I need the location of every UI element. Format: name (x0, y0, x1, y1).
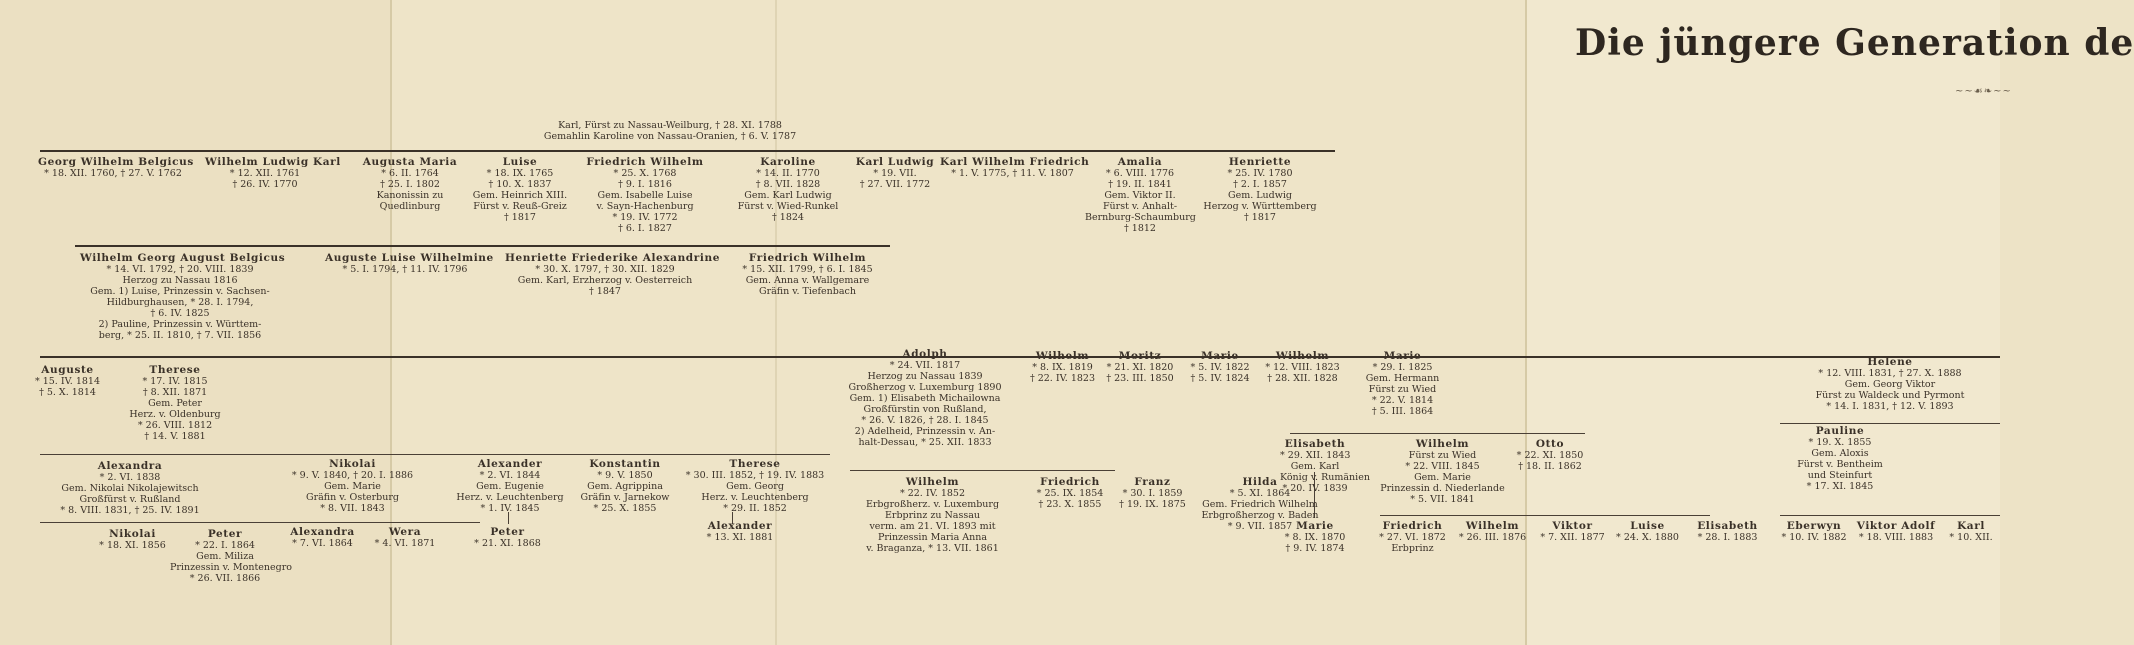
person-detail: Gem. Marie (1414, 472, 1471, 483)
person-detail: † 1817 (1244, 212, 1276, 223)
person-detail: Fürst zu Wied (1408, 450, 1477, 461)
person-detail: Gem. Marie (324, 481, 381, 492)
person-detail: * 25. X. 1768 (613, 168, 677, 179)
person-name: Helene (1867, 356, 1913, 368)
person-detail: * 29. II. 1852 (723, 503, 787, 514)
person-detail: † 1847 (589, 286, 621, 297)
person-card (95, 528, 170, 551)
person-detail: Prinzessin d. Niederlande (1380, 483, 1505, 494)
person-detail: verm. am 21. VI. 1893 mit (869, 521, 996, 532)
person-detail: Erbgroßherzog v. Baden (1201, 510, 1319, 521)
person-detail: * 22. VIII. 1845 (1405, 461, 1480, 472)
person-detail: * 8. IX. 1870 (1284, 532, 1346, 543)
person-name: Wilhelm (1465, 520, 1520, 532)
person-name: Alexander (477, 458, 543, 470)
person-detail: * 18. XI. 1856 (99, 540, 166, 551)
person-detail: * 6. VIII. 1776 (1105, 168, 1175, 179)
person-name: Adolph (902, 348, 948, 360)
person-card (700, 520, 780, 543)
person-detail: Gem. Agrippina (587, 481, 663, 492)
person-detail: Herz. v. Leuchtenberg (456, 492, 564, 503)
person-detail: 2) Pauline, Prinzessin v. Württem- (98, 319, 262, 330)
person-detail: * 28. I. 1883 (1697, 532, 1758, 543)
person-detail: Gem. Aloxis (1811, 448, 1869, 459)
person-detail: Gem. Karl Ludwig (744, 190, 832, 201)
person-detail: * 1. IV. 1845 (480, 503, 540, 514)
person-detail: † 2. I. 1857 (1233, 179, 1287, 190)
person-name: Karl (1957, 520, 1985, 532)
person-name: Alexandra (97, 460, 163, 472)
person-detail: Fürst v. Anhalt- (1102, 201, 1178, 212)
person-name: Wilhelm (1035, 350, 1090, 362)
person-detail: und Steinfurt (1807, 470, 1873, 481)
person-name: Marie (1296, 520, 1334, 532)
person-name: Augusta Maria (362, 156, 458, 168)
person-detail: † 26. IV. 1770 (232, 179, 298, 190)
person-detail: Gem. Nikolai Nikolajewitsch (61, 483, 199, 494)
person-detail: † 27. VII. 1772 (859, 179, 931, 190)
person-name: Viktor Adolf (1856, 520, 1936, 532)
person-detail: * 18. XII. 1760, † 27. V. 1762 (44, 168, 182, 179)
person-detail: † 19. IX. 1875 (1119, 499, 1186, 510)
person-card (1025, 350, 1100, 384)
generation-line-3 (40, 356, 2000, 358)
generation-line-1 (40, 150, 1335, 152)
person-card (285, 526, 360, 549)
person-detail: * 5. IV. 1822 (1190, 362, 1250, 373)
person-detail: * 14. II. 1770 (756, 168, 820, 179)
person-detail: Gräfin v. Tiefenbach (759, 286, 856, 297)
person-detail: * 7. XII. 1877 (1540, 532, 1605, 543)
person-detail: Gem. Peter (148, 398, 202, 409)
person-card (1690, 520, 1765, 543)
person-detail: * 29. XII. 1843 (1280, 450, 1351, 461)
person-detail: v. Sayn-Hachenburg (596, 201, 694, 212)
person-detail: Gem. Friedrich Wilhelm (1202, 499, 1318, 510)
person-card (1380, 438, 1505, 505)
branch-line (1380, 515, 1710, 516)
person-card (850, 156, 940, 190)
person-detail: † 18. II. 1862 (1518, 461, 1582, 472)
person-detail: Herz. v. Oldenburg (129, 409, 221, 420)
person-card (940, 156, 1090, 179)
person-card (850, 476, 1015, 554)
person-detail: * 20. IV. 1839 (1282, 483, 1348, 494)
person-card (1942, 520, 2000, 543)
person-card (1260, 350, 1345, 384)
person-detail: * 29. I. 1825 (1372, 362, 1433, 373)
person-name: Therese (149, 364, 201, 376)
person-detail: * 8. IX. 1819 (1032, 362, 1093, 373)
progenitor-line2: Gemahlin Karoline von Nassau-Oranien, † 6. V. 1787 (543, 131, 797, 142)
person-detail: * 25. X. 1855 (593, 503, 657, 514)
person-card (170, 528, 293, 584)
person-card (680, 458, 830, 514)
person-name: Karl Ludwig (855, 156, 935, 168)
fold-line (775, 0, 777, 645)
person-detail: * 30. III. 1852, † 19. IV. 1883 (685, 470, 825, 481)
person-name: Nikolai (109, 528, 156, 540)
person-detail: Erbgroßherz. v. Luxemburg (865, 499, 1000, 510)
person-name: Otto (1535, 438, 1565, 450)
person-detail: † 19. II. 1841 (1108, 179, 1172, 190)
person-detail: Kanonissin zu (376, 190, 444, 201)
person-detail: * 13. XI. 1881 (706, 532, 774, 543)
person-name: Moritz (1118, 350, 1162, 362)
person-detail: Gem. Georg (726, 481, 784, 492)
person-detail: † 1824 (772, 212, 804, 223)
person-detail: * 26. VIII. 1812 (137, 420, 213, 431)
person-detail: * 1. V. 1775, † 11. V. 1807 (951, 168, 1074, 179)
fold-line (1525, 0, 1527, 645)
person-name: Pauline (1815, 425, 1865, 437)
person-detail: Gräfin v. Osterburg (305, 492, 399, 503)
person-name: Nikolai (329, 458, 376, 470)
person-detail: * 22. V. 1814 (1371, 395, 1434, 406)
person-name: Luise (502, 156, 538, 168)
person-detail: * 15. XII. 1799, † 6. I. 1845 (742, 264, 873, 275)
person-detail: † 1817 (504, 212, 536, 223)
person-detail: † 28. XII. 1828 (1267, 373, 1338, 384)
person-detail: † 6. I. 1827 (618, 223, 672, 234)
person-card (1455, 520, 1530, 543)
person-name: Henriette (1228, 156, 1292, 168)
person-detail: Herzog zu Nassau 1816 (122, 275, 238, 286)
person-name: Friedrich Wilhelm (748, 252, 867, 264)
person-card (1085, 156, 1195, 234)
person-name: Franz (1134, 476, 1171, 488)
person-detail: * 9. V. 1850 (597, 470, 653, 481)
person-detail: † 9. I. 1816 (618, 179, 672, 190)
person-detail: * 5. I. 1794, † 11. IV. 1796 (342, 264, 468, 275)
person-card (360, 156, 460, 212)
person-card (1280, 520, 1350, 554)
person-card (1180, 350, 1260, 384)
generation-line-2 (75, 245, 890, 247)
person-detail: * 30. I. 1859 (1122, 488, 1183, 499)
person-name: Luise (1630, 520, 1665, 532)
branch-line (850, 470, 1115, 471)
branch-line (1780, 423, 2000, 424)
person-card (40, 460, 220, 516)
person-detail: * 18. VIII. 1883 (1858, 532, 1934, 543)
title-ornament: ~~☙❧~~ (1955, 86, 2012, 97)
person-card (1115, 476, 1190, 510)
person-detail: * 19. X. 1855 (1808, 437, 1872, 448)
person-name: Marie (1201, 350, 1239, 362)
person-detail: Erbprinz (1391, 543, 1434, 554)
person-detail: Gem. Karl, Erzherzog v. Oesterreich (517, 275, 693, 286)
person-detail: Erbprinz zu Nassau (884, 510, 980, 521)
person-card (1100, 350, 1180, 384)
person-detail: * 6. II. 1764 (381, 168, 439, 179)
person-detail: Gem. 1) Elisabeth Michailowna (849, 393, 1001, 404)
person-detail: † 14. V. 1881 (144, 431, 206, 442)
person-card (728, 156, 848, 223)
person-detail: * 27. VI. 1872 (1379, 532, 1446, 543)
person-name: Amalia (1117, 156, 1163, 168)
progenitor-line1: Karl, Fürst zu Nassau-Weilburg, † 28. XI. 1788 (558, 120, 782, 131)
person-detail: † 23. X. 1855 (1038, 499, 1102, 510)
person-detail: v. Braganza, * 13. VII. 1861 (866, 543, 999, 554)
person-detail: * 12. VIII. 1831, † 27. X. 1888 (1818, 368, 1962, 379)
branch-line (40, 454, 830, 455)
person-detail: * 2. VI. 1838 (99, 472, 161, 483)
person-name: Henriette Friederike Alexandrine (505, 252, 720, 264)
person-card (1375, 520, 1450, 554)
person-detail: * 8. VII. 1843 (320, 503, 385, 514)
person-detail: * 21. XI. 1868 (474, 538, 541, 549)
person-card (365, 526, 445, 549)
person-detail: * 14. VI. 1792, † 20. VIII. 1839 (106, 264, 254, 275)
person-card (1785, 425, 1895, 492)
person-name: Alexandra (290, 526, 355, 538)
person-detail: Gem. Anna v. Wallgemare (745, 275, 870, 286)
person-name: Therese (729, 458, 781, 470)
person-card (1610, 520, 1685, 543)
person-detail: Prinzessin v. Montenegro (170, 562, 293, 573)
person-card (455, 458, 565, 514)
person-detail: * 25. IV. 1780 (1227, 168, 1293, 179)
person-card (1350, 350, 1455, 417)
person-card (38, 156, 194, 179)
person-detail: * 19. VII. (873, 168, 917, 179)
person-detail: Großfürstin von Rußland, (863, 404, 987, 415)
person-name: Wera (388, 526, 422, 538)
person-detail: Gem. Ludwig (1227, 190, 1293, 201)
person-name: Marie (1383, 350, 1422, 362)
person-detail: † 9. IV. 1874 (1285, 543, 1345, 554)
person-detail: † 5. III. 1864 (1371, 406, 1434, 417)
person-detail: † 23. III. 1850 (1106, 373, 1174, 384)
progenitor (520, 120, 820, 142)
person-detail: Prinzessin Maria Anna (877, 532, 988, 543)
person-card (1852, 520, 1940, 543)
person-name: Karoline (760, 156, 816, 168)
person-detail: Gräfin v. Jarnekow (580, 492, 670, 503)
person-detail: König v. Rumänien (1280, 472, 1370, 483)
person-detail: * 5. VII. 1841 (1410, 494, 1475, 505)
person-name: Hilda (1242, 476, 1278, 488)
person-name: Wilhelm Georg August Belgicus (80, 252, 286, 264)
person-name: Eberwyn (1786, 520, 1842, 532)
person-card (1280, 438, 1370, 494)
person-name: Wilhelm (1275, 350, 1330, 362)
person-detail: * 17. IV. 1815 (142, 376, 208, 387)
person-detail: * 26. V. 1826, † 28. I. 1845 (861, 415, 989, 426)
person-card (460, 156, 580, 223)
person-detail: Gem. Isabelle Luise (597, 190, 693, 201)
person-detail: † 6. IV. 1825 (150, 308, 210, 319)
person-name: Elisabeth (1284, 438, 1346, 450)
person-detail: * 22. XI. 1850 (1516, 450, 1584, 461)
person-detail: halt-Dessau, * 25. XII. 1833 (858, 437, 992, 448)
person-name: Friedrich (1040, 476, 1100, 488)
person-detail: Gem. 1) Luise, Prinzessin v. Sachsen- (90, 286, 270, 297)
person-detail: * 26. VII. 1866 (189, 573, 261, 584)
person-detail: † 8. XII. 1871 (142, 387, 208, 398)
paper-panel-right (1525, 0, 2134, 645)
person-detail: Bernburg-Schaumburg (1085, 212, 1196, 223)
person-name: Karl Wilhelm Friedrich (940, 156, 1090, 168)
person-card (725, 252, 890, 297)
person-name: Peter (207, 528, 243, 540)
person-detail: * 24. X. 1880 (1616, 532, 1679, 543)
person-card (285, 458, 420, 514)
person-detail: Fürst v. Bentheim (1797, 459, 1883, 470)
person-detail: † 25. I. 1802 (380, 179, 440, 190)
person-detail: * 8. VIII. 1831, † 25. IV. 1891 (60, 505, 200, 516)
person-detail: Gem. Viktor II. (1104, 190, 1176, 201)
person-detail: Fürst zu Waldeck und Pyrmont (1815, 390, 1965, 401)
person-card (505, 252, 720, 297)
person-card (580, 156, 710, 234)
person-detail: * 22. IV. 1852 (899, 488, 966, 499)
person-card (80, 252, 286, 341)
person-detail: berg, * 25. II. 1810, † 7. VII. 1856 (98, 330, 262, 341)
person-detail: * 26. III. 1876 (1458, 532, 1527, 543)
person-detail: * 24. VII. 1817 (889, 360, 961, 371)
person-card (1200, 156, 1320, 223)
person-card (1780, 356, 2000, 412)
person-detail: Gem. Heinrich XIII. (472, 190, 568, 201)
person-detail: * 5. XI. 1864 (1229, 488, 1291, 499)
person-detail: † 1812 (1124, 223, 1156, 234)
person-detail: * 25. IX. 1854 (1036, 488, 1104, 499)
person-detail: * 18. IX. 1765 (486, 168, 554, 179)
person-detail: * 9. V. 1840, † 20. I. 1886 (291, 470, 414, 481)
person-detail: Herzog v. Württemberg (1203, 201, 1317, 212)
person-name: Auguste (41, 364, 94, 376)
person-name: Wilhelm Ludwig Karl (205, 156, 341, 168)
person-card (1515, 438, 1585, 472)
branch-line (1780, 515, 2000, 516)
person-detail: * 4. VI. 1871 (374, 538, 436, 549)
person-detail: * 15. IV. 1814 (34, 376, 101, 387)
person-detail: Quedlinburg (379, 201, 441, 212)
person-detail: Gem. Hermann (1365, 373, 1440, 384)
person-card (1778, 520, 1850, 543)
branch-line (1290, 433, 1585, 434)
person-detail: † 5. X. 1814 (39, 387, 96, 398)
branch-line (40, 522, 480, 523)
person-detail: † 10. X. 1837 (488, 179, 552, 190)
person-name: Friedrich Wilhelm (586, 156, 704, 168)
person-name: Viktor (1552, 520, 1593, 532)
person-detail: Gem. Miliza (196, 551, 254, 562)
person-detail: * 17. XI. 1845 (1806, 481, 1874, 492)
person-detail: Fürst v. Reuß-Greiz (473, 201, 567, 212)
person-detail: Großherzog v. Luxemburg 1890 (848, 382, 1002, 393)
person-detail: † 22. IV. 1823 (1029, 373, 1096, 384)
person-detail: † 8. VII. 1828 (755, 179, 821, 190)
person-detail: Hildburghausen, * 28. I. 1794, (106, 297, 254, 308)
person-detail: Herzog zu Nassau 1839 (867, 371, 983, 382)
person-card (830, 348, 1020, 448)
person-detail: Fürst zu Wied (1368, 384, 1437, 395)
person-name: Elisabeth (1697, 520, 1758, 532)
person-detail: Großfürst v. Rußland (79, 494, 181, 505)
person-name: Friedrich (1382, 520, 1443, 532)
person-name: Konstantin (589, 458, 661, 470)
person-detail: * 22. I. 1864 (195, 540, 255, 551)
person-card (120, 364, 230, 442)
person-detail: Gem. Eugenie (476, 481, 544, 492)
person-detail: † 5. IV. 1824 (1190, 373, 1250, 384)
person-name: Alexander (707, 520, 773, 532)
person-detail: * 12. XII. 1761 (229, 168, 301, 179)
person-card (570, 458, 680, 514)
person-detail: Fürst v. Wied-Runkel (737, 201, 839, 212)
person-detail: Gem. Karl (1290, 461, 1340, 472)
person-detail: * 10. IV. 1882 (1781, 532, 1847, 543)
person-detail: * 21. XI. 1820 (1106, 362, 1174, 373)
person-name: Wilhelm (1415, 438, 1470, 450)
person-detail: * 19. IV. 1772 (612, 212, 678, 223)
person-detail: * 12. VIII. 1823 (1265, 362, 1340, 373)
person-detail: Herz. v. Leuchtenberg (701, 492, 809, 503)
person-detail: 2) Adelheid, Prinzessin v. An- (854, 426, 996, 437)
person-card (205, 156, 341, 190)
person-detail: * 10. XII. (1949, 532, 1993, 543)
page-title: Die jüngere Generation de (1575, 22, 2134, 64)
person-card (470, 526, 545, 549)
person-card (325, 252, 494, 275)
person-name: Auguste Luise Wilhelmine (325, 252, 494, 264)
person-detail: * 30. X. 1797, † 30. XII. 1829 (535, 264, 675, 275)
person-detail: * 2. VI. 1844 (479, 470, 541, 481)
person-detail: * 7. VI. 1864 (292, 538, 353, 549)
person-card (1535, 520, 1610, 543)
person-name: Peter (490, 526, 525, 538)
person-name: Wilhelm (905, 476, 960, 488)
person-detail: Gem. Georg Viktor (1844, 379, 1936, 390)
person-detail: * 14. I. 1831, † 12. V. 1893 (1826, 401, 1954, 412)
person-name: Georg Wilhelm Belgicus (38, 156, 194, 168)
person-card (1030, 476, 1110, 510)
person-card (30, 364, 105, 398)
person-detail: * 9. VII. 1857 (1227, 521, 1293, 532)
